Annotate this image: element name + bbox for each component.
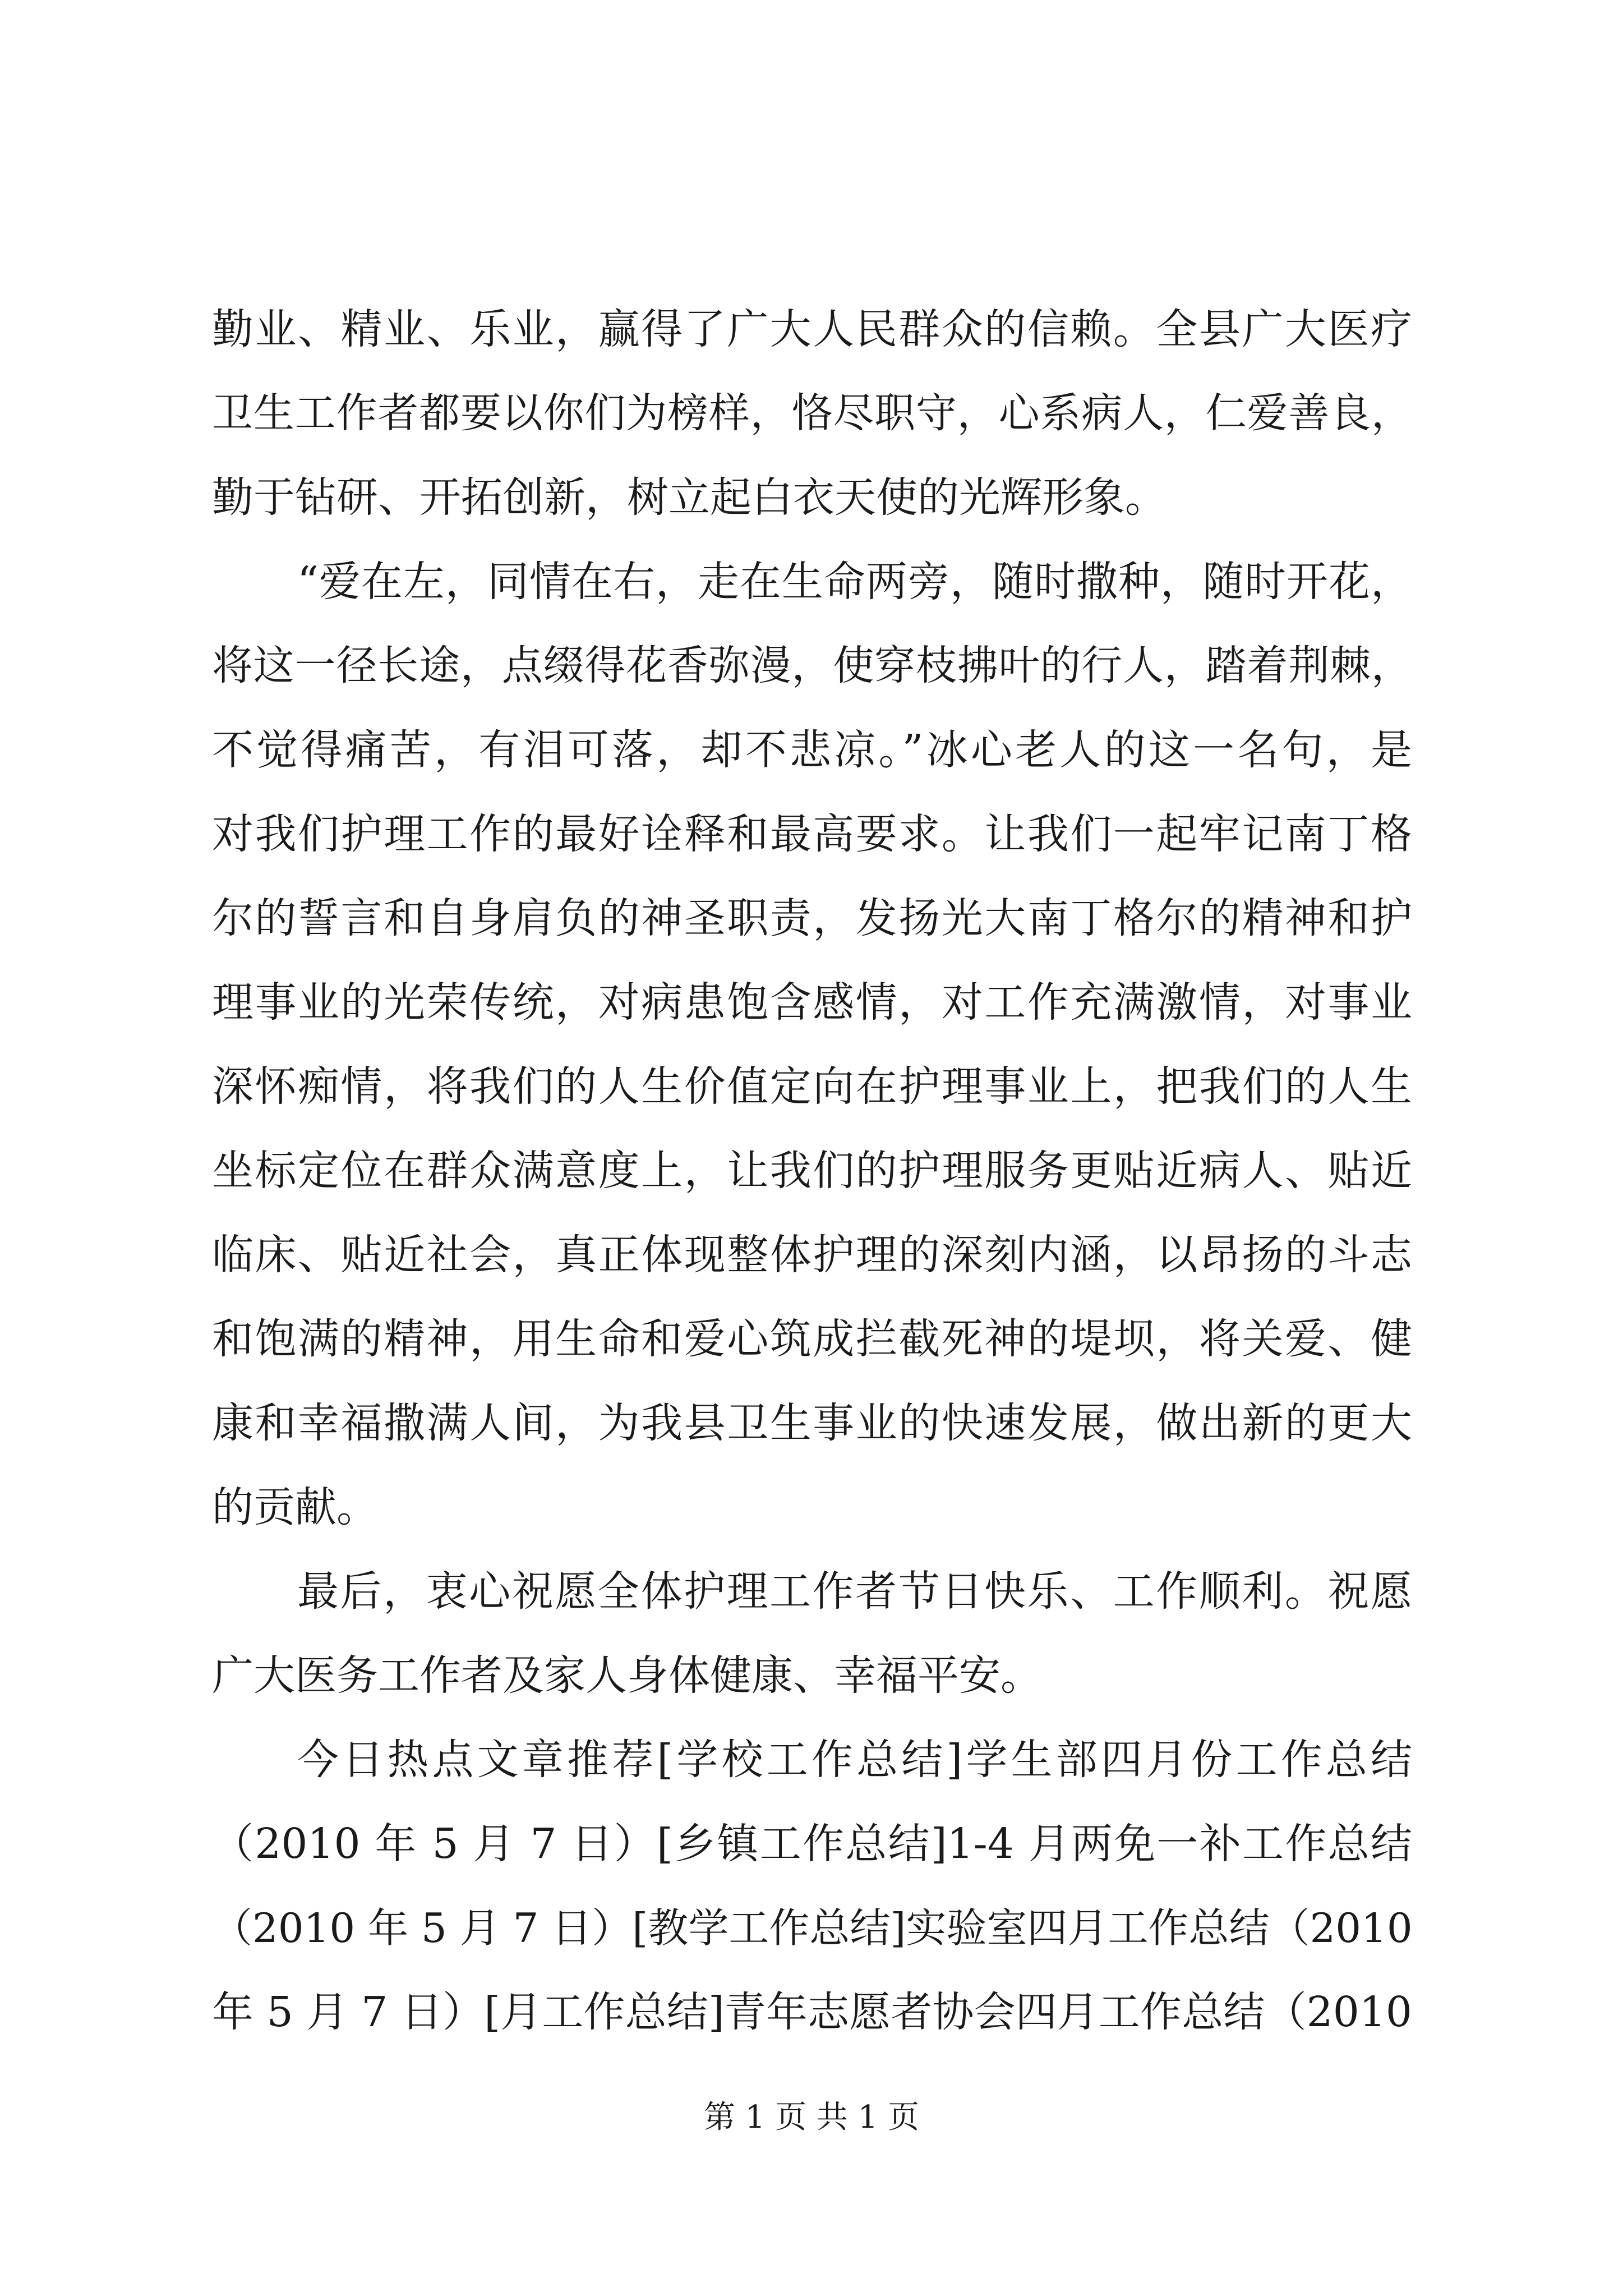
text-line: 理事业的光荣传统，对病患饱含感情，对工作充满激情，对事业 [212, 978, 1412, 1027]
text-line: 深怀痴情，将我们的人生价值定向在护理事业上，把我们的人生 [212, 1062, 1412, 1111]
text-line: 年 5 月 7 日）[月工作总结]青年志愿者协会四月工作总结（2010 [212, 1988, 1412, 2036]
text-line: “爱在左，同情在右，走在生命两旁，随时撒种，随时开花， [297, 558, 1412, 606]
text-line: 的贡献。 [212, 1483, 378, 1531]
text-line: 临床、贴近社会，真正体现整体护理的深刻内涵，以昂扬的斗志 [212, 1231, 1412, 1279]
text-line: （2010 年 5 月 7 日）[乡镇工作总结]1-4 月两免一补工作总结 [212, 1820, 1412, 1868]
text-line: 康和幸福撒满人间，为我县卫生事业的快速发展，做出新的更大 [212, 1399, 1412, 1447]
text-line: 和饱满的精神，用生命和爱心筑成拦截死神的堤坝，将关爱、健 [212, 1315, 1412, 1363]
text-line: 对我们护理工作的最好诠释和最高要求。让我们一起牢记南丁格 [212, 810, 1412, 858]
text-line: （2010 年 5 月 7 日）[教学工作总结]实验室四月工作总结（2010 [212, 1904, 1413, 1952]
text-line: 尔的誓言和自身肩负的神圣职责，发扬光大南丁格尔的精神和护 [212, 894, 1412, 942]
text-line: 勤业、精业、乐业，赢得了广大人民群众的信赖。全县广大医疗 [212, 305, 1412, 353]
text-line: 将这一径长途，点缀得花香弥漫，使穿枝拂叶的行人，踏着荆棘， [212, 642, 1412, 689]
text-line: 卫生工作者都要以你们为榜样，恪尽职守，心系病人，仁爱善良， [212, 389, 1412, 437]
text-line: 勤于钻研、开拓创新，树立起白衣天使的光辉形象。 [212, 473, 1166, 522]
text-line: 今日热点文章推荐[学校工作总结]学生部四月份工作总结 [297, 1736, 1412, 1784]
text-line: 广大医务工作者及家人身体健康、幸福平安。 [212, 1651, 1042, 1700]
text-line: 不觉得痛苦，有泪可落，却不悲凉。”冰心老人的这一名句，是 [212, 726, 1412, 774]
text-line: 最后，衷心祝愿全体护理工作者节日快乐、工作顺利。祝愿 [297, 1567, 1412, 1616]
page-footer: 第 1 页 共 1 页 [703, 2099, 920, 2136]
text-line: 坐标定位在群众满意度上，让我们的护理服务更贴近病人、贴近 [212, 1147, 1412, 1195]
